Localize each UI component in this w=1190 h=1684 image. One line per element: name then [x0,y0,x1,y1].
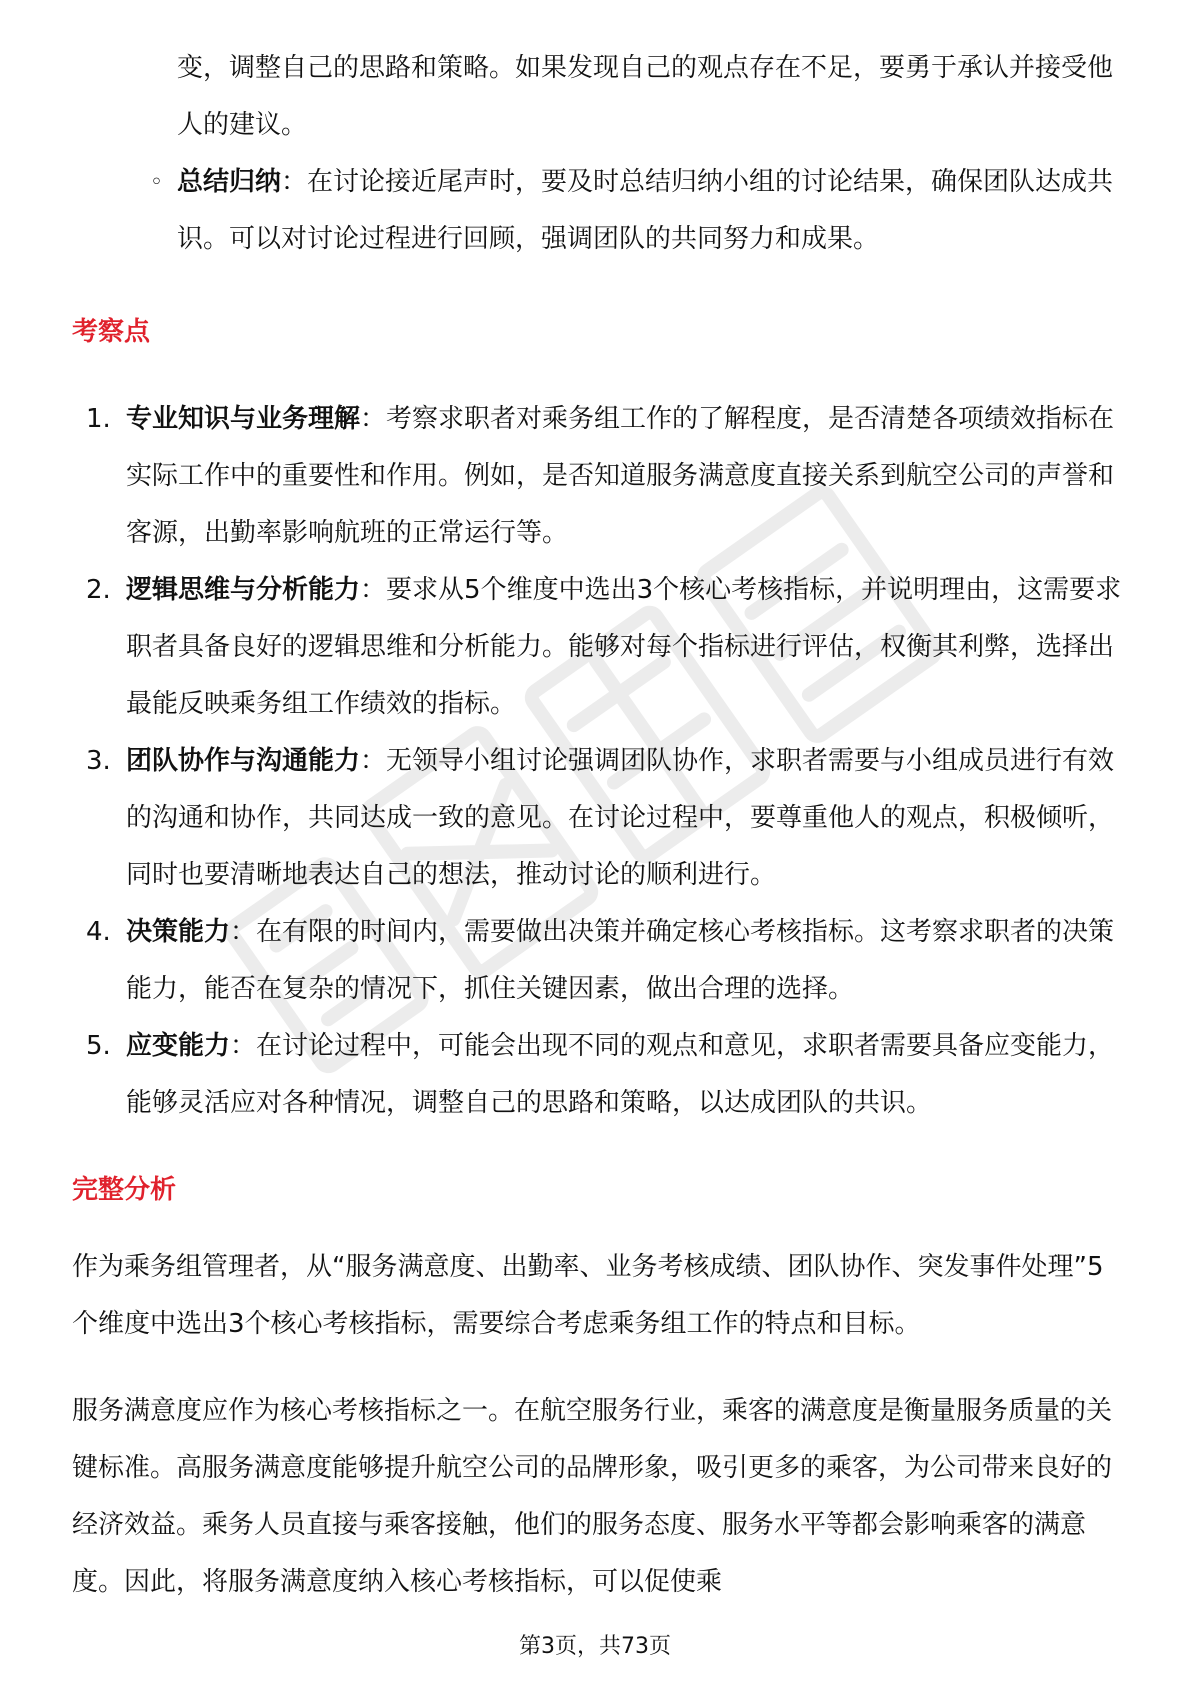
list-number: 2. [86,575,111,605]
list-item [72,733,1122,904]
analysis-paragraph: 服务满意度应作为核心考核指标之一。在航空服务行业，乘客的满意度是衡量服务质量的关键标准。高服务满意度能够提升航空公司的品牌形象，吸引更多的乘客，为公司带来良好的经济效益。乘务人员直接与乘客接触，他们的服务态度、服务水平等都会影响乘客的满意度。因此，将服务满意度纳入核心考核指标，可以促使乘 [72,1396,1113,1597]
document-page [72,40,1122,1641]
list-item-text: 在讨论过程中，可能会出现不同的观点和意见，求职者需要具备应变能力，能够灵活应对各种情况，调整自己的思路和策略，以达成团队的共识。 [126,1031,1115,1118]
summary-text: 在讨论接近尾声时，要及时总结归纳小组的讨论结果，确保团队达成共识。可以对讨论过程进行回顾，强调团队的共同努力和成果。 [177,167,1114,254]
list-item-term: 决策能力 [126,917,231,947]
list-number: 1. [86,404,111,434]
list-item-text: 要求从5个维度中选出3个核心考核指标，并说明理由，这需要求职者具备良好的逻辑思维和分析能力。能够对每个指标进行评估，权衡其利弊，选择出最能反映乘务组工作绩效的指标。 [126,575,1122,719]
list-item-term: 逻辑思维与分析能力 [126,575,361,605]
list-item [72,904,1122,1018]
list-item-colon: ： [360,404,387,434]
summary-term: 总结归纳 [177,167,282,197]
list-item [72,562,1122,733]
observation-heading: 考察点 [72,317,151,347]
observation-list [72,391,1122,1132]
list-item-text: 无领导小组讨论强调团队协作，求职者需要与小组成员进行有效的沟通和协作，共同达成一致的意见。在讨论过程中，要尊重他人的观点，积极倾听，同时也要清晰地表达自己的想法，推动讨论的顺利进行。 [126,746,1115,890]
analysis-paragraph: 作为乘务组管理者，从“服务满意度、出勤率、业务考核成绩、团队协作、突发事件处理”5个维度中选出3个核心考核指标，需要综合考虑乘务组工作的特点和目标。 [72,1252,1104,1339]
summary-colon: ： [281,167,308,197]
list-number: 3. [86,746,111,776]
list-item-text: 考察求职者对乘务组工作的了解程度，是否清楚各项绩效指标在实际工作中的重要性和作用。例如，是否知道服务满意度直接关系到航空公司的声誉和客源，出勤率影响航班的正常运行等。 [126,404,1115,548]
list-item-colon: ： [360,575,387,605]
hollow-bullet-icon: ◦ [150,170,163,195]
list-item-term: 应变能力 [126,1031,231,1061]
continued-paragraph: 变，调整自己的思路和策略。如果发现自己的观点存在不足，要勇于承认并接受他人的建议。 [177,53,1114,140]
list-item-term: 团队协作与沟通能力 [126,746,361,776]
page-footer: 第3页，共73页 [519,1634,671,1659]
summary-bullet-item [72,154,1122,268]
list-item-term: 专业知识与业务理解 [126,404,361,434]
list-number: 5. [86,1031,111,1061]
list-item [72,1018,1122,1132]
list-item-colon: ： [360,746,387,776]
list-item-text: 在有限的时间内，需要做出决策并确定核心考核指标。这考察求职者的决策能力，能否在复杂的情况下，抓住关键因素，做出合理的选择。 [126,917,1115,1004]
list-item [72,391,1122,562]
analysis-heading: 完整分析 [72,1175,177,1205]
list-item-colon: ： [230,1031,257,1061]
list-item-colon: ： [230,917,257,947]
list-number: 4. [86,917,111,947]
